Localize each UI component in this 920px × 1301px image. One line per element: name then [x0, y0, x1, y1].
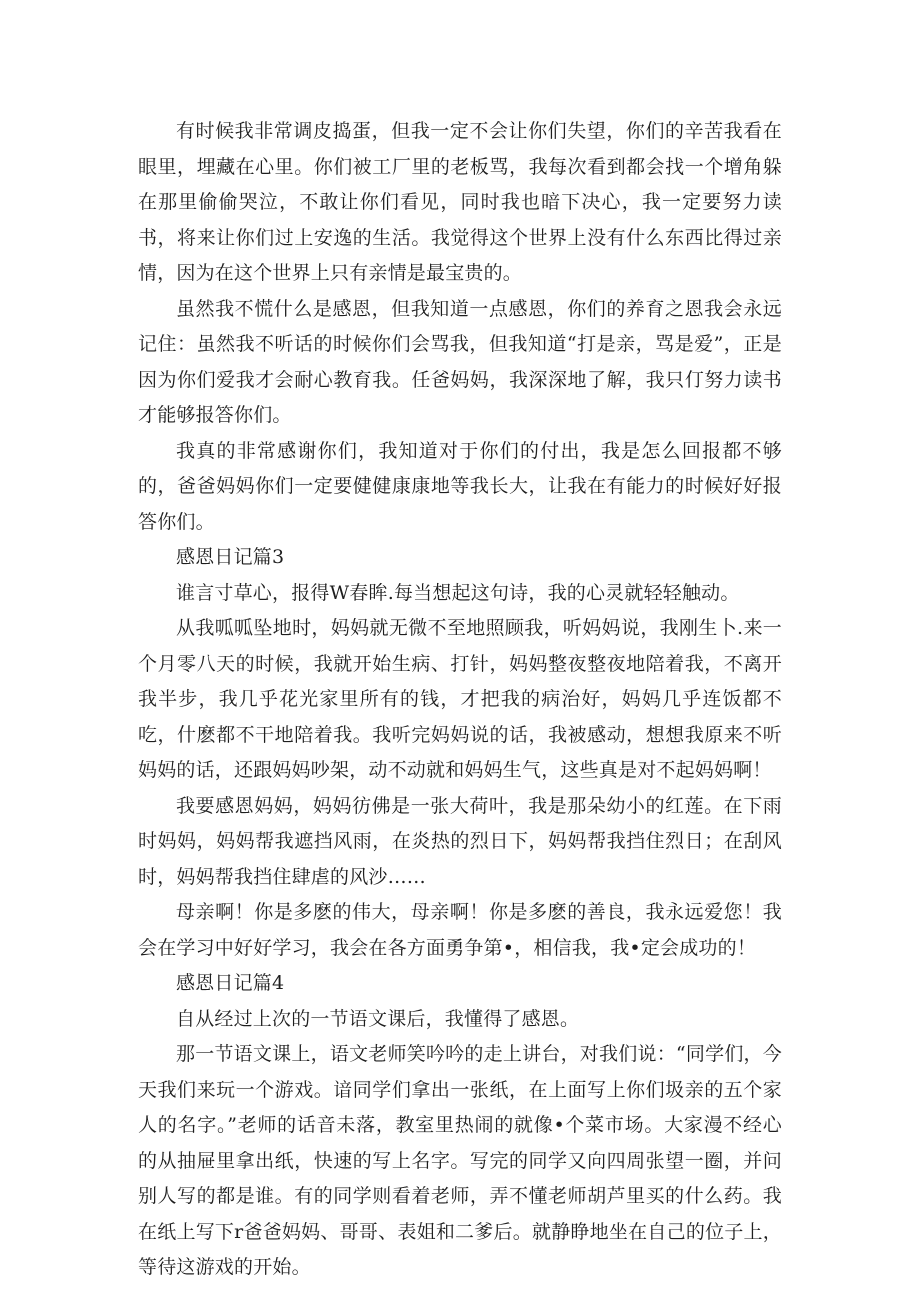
- paragraph: 我要感恩妈妈，妈妈彷佛是一张大荷叶，我是那朵幼小的红莲。在下雨时妈妈，妈妈帮我遮挡风雨，在炎热的烈日下，妈妈帮我挡住烈日；在刮风时，妈妈帮我挡住肆虐的风沙……: [138, 794, 782, 888]
- paragraph: 从我呱呱坠地时，妈妈就无微不至地照顾我，听妈妈说，我刚生卜.来一个月零八天的时候，我就开始生病、打针，妈妈整夜整夜地陪着我，不离开我半步，我几乎花光家里所有的钱，才把我的病治好，妈妈几乎连饭都不吃，什麽都不干地陪着我。我听完妈妈说的话，我被感动，想想我原来不听妈妈的话，还跟妈妈吵架，动不动就和妈妈生气，这些真是对不起妈妈啊！: [138, 617, 782, 781]
- document-body: [138, 114, 782, 1286]
- paragraph: 那一节语文课上，语文老师笑吟吟的走上讲台，对我们说：“同学们，今天我们来玩一个游戏。谙同学们拿出一张纸，在上面写上你们圾亲的五个家人的名字。”老师的话音未落，教室里热闹的就像•个菜市场。大家漫不经心的从抽屉里拿出纸，快速的写上名字。写完的同学又向四周张望一圈，并问别人写的都是谁。有的同学则看着老师，弄不懂老师胡芦里买的什么药。我在纸上写下r爸爸妈妈、哥哥、表姐和二爹后。就静睁地坐在自己的位子上，等待这游戏的开始。: [138, 1043, 782, 1278]
- section-heading-4: 感恩日记篇4: [176, 972, 285, 994]
- paragraph: 自从经过上次的一节语文课后，我懂得了感恩。: [176, 1007, 580, 1030]
- paragraph: 我真的非常感谢你们，我知道对于你们的付出，我是怎么回报都不够的，爸爸妈妈你们一定要健健康康地等我长大，让我在有能力的时候好好报答你们。: [138, 439, 782, 533]
- paragraph: 虽然我不慌什么是感恩，但我知道一点感恩，你们的养育之恩我会永远记住：虽然我不听话的时候你们会骂我，但我知道“打是亲，骂是爱”，正是因为你们爱我才会耐心教育我。任爸妈妈，我深深地了解，我只仃努力读书才能够报答你们。: [138, 297, 782, 426]
- paragraph: 有时候我非常调皮捣蛋，但我一定不会让你们失望，你们的辛苦我看在眼里，埋藏在心里。你们被工厂里的老板骂，我每次看到都会找一个增角躲在那里偷偷哭泣，不敢让你们看见，同时我也暗下决心，我一定要努力读书，将来让你们过上安逸的生活。我觉得这个世界上没有什么东西比得过亲情，因为在这个世界上只有亲情是最宝贵的。: [138, 120, 782, 284]
- section-heading-3: 感恩日记篇3: [176, 546, 285, 568]
- paragraph: 谁言寸草心，报得W春眸.每当想起这句诗，我的心灵就轻轻触动。: [176, 581, 740, 604]
- paragraph: 母亲啊！你是多麽的伟大，母亲啊！你是多麽的善良，我永远爱您！我会在学习中好好学习，我会在各方面勇争第•，相信我，我•定会成功的！: [138, 901, 782, 959]
